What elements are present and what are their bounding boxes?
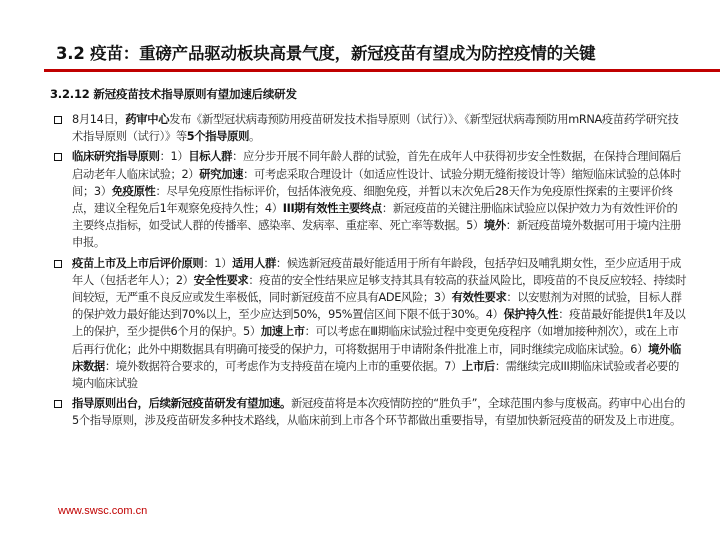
- bullet-emphasis: 疫苗上市及上市后评价原则: [72, 256, 204, 270]
- bullet-emphasis: 境外临床数据: [72, 342, 681, 373]
- bullet-text: ：境外数据符合要求的，可考虑作为支持疫苗在境内上市的重要依据。7）: [104, 359, 462, 373]
- bullet-text: ：疫苗最好能提供1年及以上的保护，至少提供6个月的保护。5）: [72, 308, 686, 339]
- bullet-text: 8月14日，: [72, 113, 126, 126]
- bullet-item: [52, 395, 688, 429]
- bullet-text: ：候选新冠疫苗最好能适用于所有年龄段，包括孕妇及哺乳期女性，至少应适用于成年人（包括老年人）；2）: [72, 256, 681, 287]
- bullet-item: [52, 255, 688, 393]
- bullet-emphasis: 免疫原性: [111, 184, 156, 198]
- bullet-text: 新冠疫苗将是本次疫情防控的“胜负手”，全球范围内参与度极高。药审中心出台的5个指导原则，涉及疫苗研发多种技术路线，从临床前到上市各个环节都做出重要指导，有望加快新冠疫苗的研发及上市进度。: [72, 397, 686, 428]
- bullet-emphasis: 临床研究指导原则: [72, 150, 160, 164]
- bullet-item: [52, 111, 688, 145]
- bullet-emphasis: 指导原则出台，后续新冠疫苗研发有望加速。: [72, 397, 291, 411]
- bullet-text: ：1）: [159, 150, 189, 164]
- footer-url[interactable]: www.swsc.com.cn: [58, 505, 148, 517]
- bullet-text: ：应分步开展不同年龄人群的试验，首先在成年人中获得初步安全性数据，在保持合理间隔后启动老年人临床试验；2）: [72, 150, 681, 181]
- bullet-emphasis: 药审中心: [125, 113, 170, 126]
- slide-title: 3.2 疫苗：重磅产品驱动板块高景气度，新冠疫苗有望成为防控疫情的关键: [56, 44, 596, 63]
- checkbox-bullet-icon: [54, 153, 62, 161]
- bullet-text: ：需继续完成III期临床试验或者必要的境内临床试验: [72, 359, 679, 391]
- checkbox-bullet-icon: [54, 400, 62, 408]
- bullet-text: ：可以考虑在Ⅲ期临床试验过程中变更免疫程序（如增加接种剂次），或在上市后再行优化；此外中期数据具有明确可接受的保护力，可将数据用于申请附条件批准上市，同时继续完成临床试验。6）: [72, 325, 679, 356]
- bullet-emphasis: III期有效性主要终点: [282, 202, 382, 216]
- bullet-emphasis: 保护持久性: [503, 308, 559, 322]
- bullet-item: [52, 148, 688, 251]
- bullet-emphasis: 适用人群: [232, 256, 276, 270]
- bullet-text: ：以安慰剂为对照的试验，目标人群的保护效力最好能达到70%以上，至少应达到50%，95%置信区间下限不低于30%。4）: [72, 291, 682, 322]
- bullet-text: ：1）: [203, 256, 233, 270]
- title-divider: [44, 69, 720, 72]
- bullet-emphasis: 有效性要求: [451, 291, 507, 305]
- bullet-text: 。: [249, 130, 260, 144]
- bullet-text: ：尽早免疫原性指标评价，包括体液免疫、细胞免疫，并暂以末次免后28天作为免疫原性探索的主要评价终点，建议全程免后1年观察免疫持久性；4）: [72, 184, 673, 216]
- bullet-text: 发布《新型冠状病毒预防用疫苗研发技术指导原则（试行）》、《新型冠状病毒预防用mRNA疫苗药学研究技术指导原则（试行）》等: [72, 113, 679, 144]
- bullet-text: ：新冠疫苗境外数据可用于境内注册申报。: [72, 219, 681, 250]
- checkbox-bullet-icon: [54, 116, 62, 124]
- bullet-emphasis: 加速上市: [260, 325, 305, 339]
- bullet-emphasis: 研究加速: [199, 167, 244, 181]
- checkbox-bullet-icon: [54, 260, 62, 268]
- section-heading: 3.2.12 新冠疫苗技术指导原则有望加速后续研发: [50, 87, 297, 101]
- bullet-emphasis: 目标人群: [188, 150, 233, 164]
- bullet-text: ：疫苗的安全性结果应足够支持其具有较高的获益风险比，即疫苗的不良反应较轻、持续时间较短，无严重不良反应或发生率极低，同时新冠疫苗不应具有ADE风险；3）: [72, 273, 687, 305]
- bullet-emphasis: 安全性要求: [193, 273, 249, 287]
- bullet-emphasis: 5个指导原则: [186, 130, 250, 144]
- bullet-text: ：可考虑采取合理设计（如适应性设计、试验分期无缝衔接设计等）缩短临床试验的总体时间；3）: [72, 167, 681, 198]
- bullet-list: [52, 111, 688, 430]
- bullet-text: ：新冠疫苗的关键注册临床试验应以保护效力为有效性评价的主要终点指标，如受试人群的传播率、感染率、发病率、重症率、死亡率等数据。5）: [72, 202, 678, 233]
- bullet-emphasis: 上市后: [462, 359, 495, 373]
- bullet-emphasis: 境外: [483, 219, 506, 233]
